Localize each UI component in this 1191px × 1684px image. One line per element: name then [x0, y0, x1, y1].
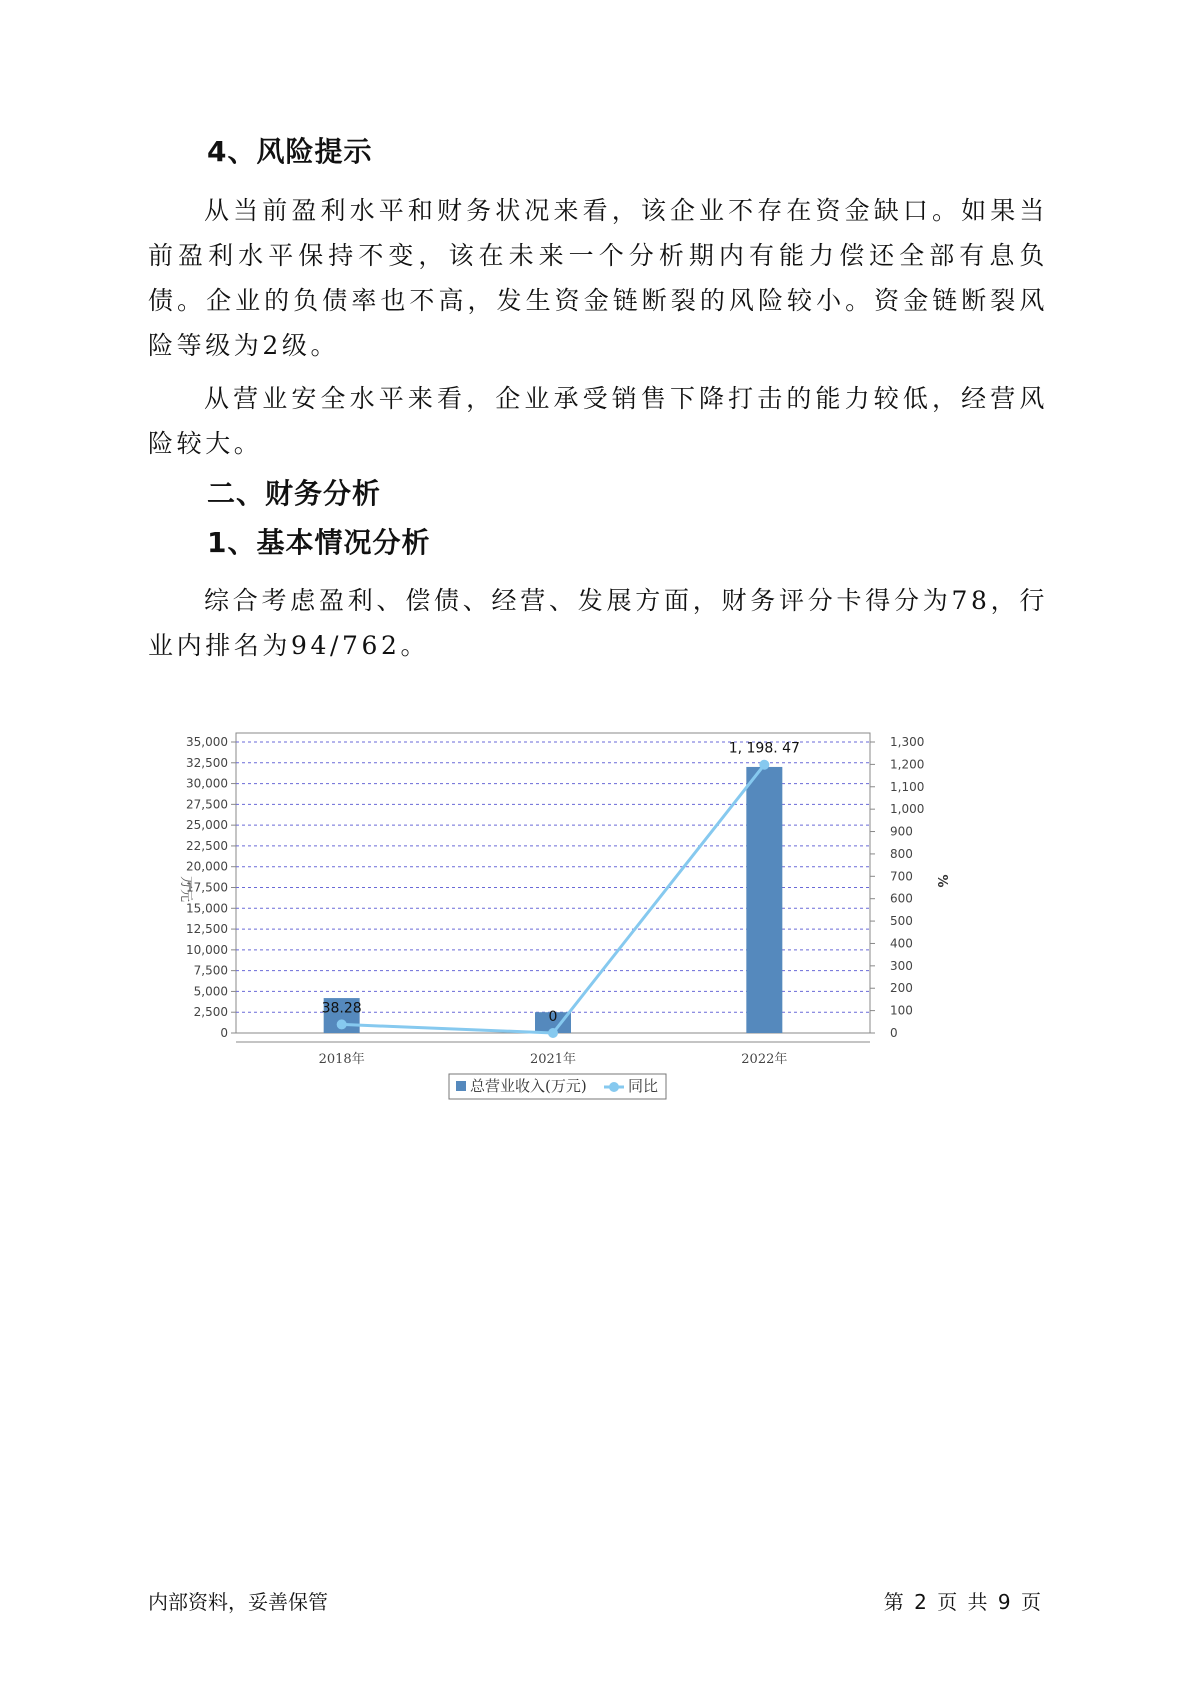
yoy-data-label: 1, 198. 47	[728, 740, 800, 757]
y-tick-label: 30,000	[186, 776, 228, 791]
yoy-point	[759, 760, 769, 770]
y-tick-label: 32,500	[186, 755, 228, 770]
y2-tick-label: 1,300	[890, 735, 925, 749]
y-tick-label: 7,500	[193, 963, 228, 978]
footer-confidential-note: 内部资料，妥善保管	[148, 1590, 328, 1614]
y2-tick-label: 1,100	[890, 779, 925, 794]
revenue-chart	[170, 730, 1040, 1200]
chart-legend	[449, 1074, 666, 1099]
finance-analysis-heading: 二、财务分析	[207, 477, 382, 510]
y2-tick-label: 0	[890, 1026, 898, 1040]
yoy-data-label: 0	[548, 1009, 558, 1025]
footer-page-number: 第 2 页 共 9 页	[883, 1590, 1043, 1614]
x-tick-label: 2022年	[741, 1052, 788, 1067]
yoy-point	[337, 1019, 347, 1029]
y2-tick-label: 100	[890, 1003, 913, 1018]
legend-revenue-label: 总营业收入(万元)	[470, 1077, 587, 1095]
y2-tick-label: 1,000	[890, 802, 925, 817]
y2-tick-label: 400	[890, 936, 913, 951]
yoy-point	[548, 1028, 558, 1038]
legend-yoy-marker	[609, 1082, 619, 1092]
y-tick-label: 20,000	[186, 859, 228, 874]
risk-paragraph-2: 从营业安全水平来看，企业承受销售下降打击的能力较低，经营风险较大。	[148, 384, 1048, 458]
y2-tick-label: 900	[890, 824, 913, 839]
basic-analysis-heading: 1、基本情况分析	[207, 526, 431, 559]
revenue-chart-svg	[170, 730, 1040, 1200]
y2-tick-label: 800	[890, 846, 913, 861]
revenue-bar	[746, 767, 782, 1033]
y-tick-label: 2,500	[193, 1005, 228, 1020]
risk-heading: 4、风险提示	[207, 135, 373, 168]
y2-tick-label: 600	[890, 891, 913, 906]
x-tick-label: 2018年	[318, 1052, 365, 1067]
y2-tick-label: 700	[890, 869, 913, 884]
y-tick-label: 25,000	[186, 818, 228, 833]
y-tick-label: 35,000	[186, 735, 228, 749]
y2-tick-label: 200	[890, 981, 913, 996]
basic-analysis-paragraph: 综合考虑盈利、偿债、经营、发展方面，财务评分卡得分为78，行业内排名为94/762。	[148, 586, 1048, 660]
y-tick-label: 5,000	[193, 984, 228, 999]
y2-tick-label: 1,200	[890, 757, 925, 772]
y-tick-label: 12,500	[186, 922, 228, 937]
y-tick-label: 10,000	[186, 942, 228, 957]
y2-tick-label: 500	[890, 914, 913, 929]
yoy-data-label: 38.28	[321, 1000, 362, 1017]
y2-axis-label: %	[934, 874, 949, 888]
legend-yoy-label: 同比	[628, 1077, 659, 1095]
x-tick-label: 2021年	[529, 1052, 577, 1067]
y-tick-label: 22,500	[186, 838, 228, 853]
y-axis-label: 万元	[178, 875, 193, 903]
legend-revenue-swatch	[456, 1081, 466, 1091]
y2-tick-label: 300	[890, 958, 913, 973]
y-tick-label: 17,500	[186, 880, 228, 895]
y-tick-label: 15,000	[186, 901, 228, 916]
y-tick-label: 0	[220, 1026, 228, 1040]
y-tick-label: 27,500	[186, 797, 228, 812]
risk-paragraph-1: 从当前盈利水平和财务状况来看，该企业不存在资金缺口。如果当前盈利水平保持不变，该在未来一个分析期内有能力偿还全部有息负债。企业的负债率也不高，发生资金链断裂的风险较小。资金链断裂风险等级为2级。	[148, 196, 1048, 360]
